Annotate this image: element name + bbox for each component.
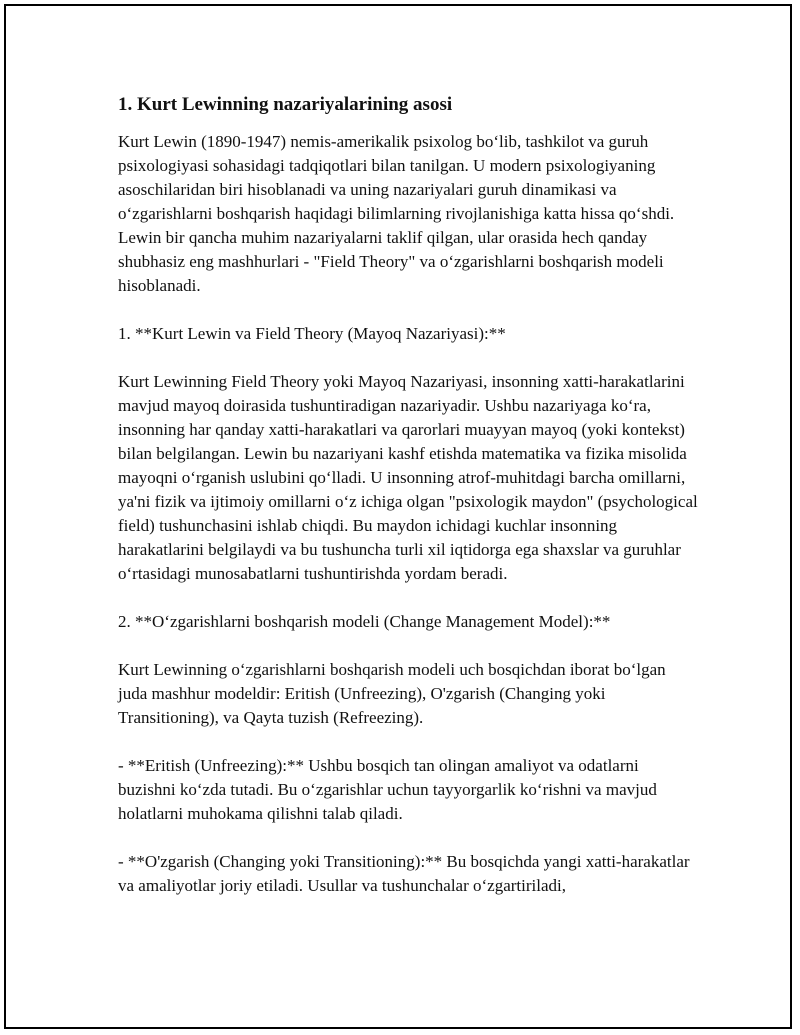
unfreezing-item: - **Eritish (Unfreezing):** Ushbu bosqich tan olingan amaliyot va odatlarni buzishni ko‘zda tutadi. Bu o‘zgarishlar uchun tayyorgarlik ko‘rishni va mavjud holatlarni muhokama qilishni talab qiladi. [118,756,657,823]
field-theory-heading: 1. **Kurt Lewin va Field Theory (Mayoq Nazariyasi):** [118,324,506,343]
document-body [118,92,698,922]
document-title: 1. Kurt Lewinning nazariyalarining asosi [118,94,453,115]
change-model-paragraph: Kurt Lewinning o‘zgarishlarni boshqarish modeli uch bosqichdan iborat bo‘lgan juda mashhur modeldir: Eritish (Unfreezing), O'zgarish (Changing yoki Transitioning), va Qayta tuzish (Refreezing). [118,660,666,727]
change-model-heading: 2. **O‘zgarishlarni boshqarish modeli (Change Management Model):** [118,612,611,631]
intro-paragraph: Kurt Lewin (1890-1947) nemis-amerikalik psixolog bo‘lib, tashkilot va guruh psixologiyasi sohasidagi tadqiqotlari bilan tanilgan. U modern psixologiyaning asoschilaridan biri hisoblanadi va uning nazariyalari guruh dinamikasi va o‘zgarishlarni boshqarish haqidagi bilimlarning rivojlanishiga katta hissa qo‘shdi. Lewin bir qancha muhim nazariyalarni taklif qilgan, ular orasida hech qanday shubhasiz eng mashhurlari - "Field Theory" va o‘zgarishlarni boshqarish modeli hisoblanadi. [118,132,675,295]
changing-item: - **O'zgarish (Changing yoki Transitioning):** Bu bosqichda yangi xatti-harakatlar va amaliyotlar joriy etiladi. Usullar va tushunchalar o‘zgartiriladi, [118,852,690,895]
field-theory-paragraph: Kurt Lewinning Field Theory yoki Mayoq Nazariyasi, insonning xatti-harakatlarini mavjud mayoq doirasida tushuntiradigan nazariyadir. Ushbu nazariyaga ko‘ra, insonning har qanday xatti-harakatlari va qarorlari muayyan mayoq (yoki kontekst) bilan belgilangan. Lewin bu nazariyani kashf etishda matematika va fizika misolida mayoqni o‘rganish uslubini qo‘lladi. U insonning atrof-muhitdagi barcha omillarni, ya'ni fizik va ijtimoiy omillarni o‘z ichiga olgan "psixologik maydon" (psychological field) tushunchasini ishlab chiqdi. Bu maydon ichidagi kuchlar insonning harakatlarini belgilaydi va bu tushuncha turli xil iqtidorga ega shaxslar va guruhlar o‘rtasidagi munosabatlarni tushuntirishda yordam beradi. [118,372,698,583]
